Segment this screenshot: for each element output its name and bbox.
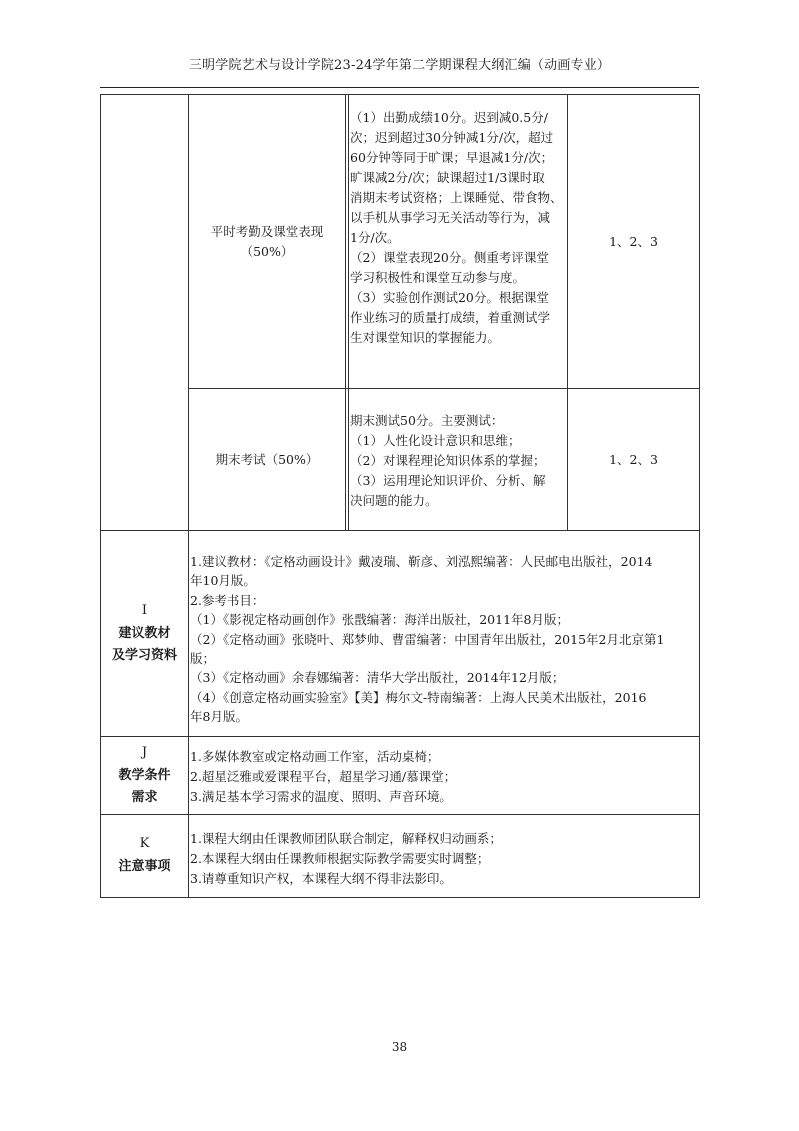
description-line: 消期末考试资格；上课睡觉、带食物、 bbox=[350, 190, 563, 205]
description-line: （1）出勤成绩10分。迟到减0.5分/ bbox=[350, 110, 548, 125]
section-heading-teaching-conditions bbox=[101, 737, 188, 814]
description-line: （2）课堂表现20分。侧重考评课堂 bbox=[350, 250, 549, 265]
description-line: （1）人性化设计意识和思维； bbox=[350, 433, 521, 448]
content-line: （4）《创意定格动画实验室》【美】梅尔文-特南编著：上海人民美术出版社，2016 bbox=[190, 689, 647, 705]
content-line: 1.课程大纲由任课教师团队联合制定，解释权归动画系； bbox=[190, 831, 502, 846]
content-line: 2.本课程大纲由任课教师根据实际教学需要实时调整； bbox=[190, 851, 490, 866]
description-line: 以手机从事学习无关活动等行为，减 bbox=[350, 210, 551, 225]
assessment-item bbox=[189, 389, 345, 530]
description-line: （2）对课程理论知识体系的掌握； bbox=[350, 453, 546, 468]
section-name: 及学习资料 bbox=[111, 647, 177, 663]
assessment-item-line: 期末考试（50%） bbox=[215, 451, 319, 467]
section-name: 建议教材 bbox=[118, 625, 171, 641]
content-line: 版； bbox=[190, 651, 216, 667]
table-border-right bbox=[699, 94, 700, 898]
section-heading-materials bbox=[101, 531, 188, 736]
description-line: 旷课减2分/次；缺课超过1/3课时取 bbox=[350, 170, 545, 185]
description-line: 决问题的能力。 bbox=[350, 493, 438, 508]
column-divider bbox=[345, 94, 346, 531]
description-line: 60分钟等同于旷课；早退减1分/次； bbox=[350, 150, 554, 165]
assessment-description bbox=[349, 108, 567, 348]
description-line: 次；迟到超过30分钟减1分/次，超过 bbox=[350, 130, 554, 145]
assessment-description bbox=[349, 411, 567, 511]
content-line: 3.满足基本学习需求的温度、照明、声音环境。 bbox=[190, 789, 452, 804]
content-line: 1.建议教材：《定格动画设计》戴凌瑞、靳彦、刘泓熙编著：人民邮电出版社，2014 bbox=[190, 554, 653, 569]
content-line: 年8月版。 bbox=[190, 709, 248, 725]
document-header: 三明学院艺术与设计学院23-24学年第二学期课程大纲汇编（动画专业） bbox=[188, 58, 611, 73]
section-letter: I bbox=[141, 602, 148, 618]
row-divider bbox=[100, 530, 700, 531]
assessment-item bbox=[189, 95, 345, 388]
description-line: 期末测试50分。主要测试： bbox=[350, 413, 504, 428]
description-line: 1分/次。 bbox=[350, 230, 400, 245]
section-letter: K bbox=[139, 836, 150, 851]
content-line: 年10月版。 bbox=[190, 573, 256, 589]
description-line: 生对课堂知识的掌握能力。 bbox=[350, 330, 501, 345]
header-rule bbox=[100, 87, 699, 88]
table-border-bottom bbox=[100, 897, 700, 898]
section-heading-notes bbox=[101, 815, 188, 897]
description-line: 作业练习的质量打成绩，着重测试学 bbox=[350, 310, 551, 325]
course-objectives bbox=[568, 95, 699, 388]
content-line: 1.多媒体教室或定格动画工作室，活动桌椅； bbox=[190, 749, 440, 764]
assessment-item-line: 平时考勤及课堂表现 bbox=[210, 223, 324, 239]
section-content-materials bbox=[189, 552, 699, 727]
description-line: 学习积极性和课堂互动参与度。 bbox=[350, 270, 526, 285]
content-line: 3.请尊重知识产权，本课程大纲不得非法影印。 bbox=[190, 871, 452, 886]
section-name: 教学条件 bbox=[118, 767, 171, 783]
section-name: 需求 bbox=[131, 789, 158, 805]
row-divider bbox=[100, 736, 700, 737]
section-letter: J bbox=[141, 744, 148, 760]
row-divider bbox=[100, 814, 700, 815]
section-name: 注意事项 bbox=[118, 859, 171, 874]
section-content-teaching-conditions bbox=[189, 747, 699, 807]
content-line: （1）《影视定格动画创作》张戬编著：海洋出版社，2011年8月版； bbox=[190, 612, 569, 628]
page-number: 38 bbox=[391, 1040, 408, 1054]
content-line: （2）《定格动画》张晓叶、郑梦帅、曹雷编著：中国青年出版社，2015年2月北京第1 bbox=[190, 631, 665, 647]
section-content-notes bbox=[189, 829, 699, 889]
content-line: 2.超星泛雅或爱课程平台，超星学习通/慕课堂； bbox=[190, 769, 457, 784]
objectives-value: 1、2、3 bbox=[609, 233, 658, 249]
content-line: 2.参考书目： bbox=[190, 592, 265, 608]
course-objectives bbox=[568, 389, 699, 530]
description-line: （3）实验创作测试20分。根据课堂 bbox=[350, 290, 549, 305]
objectives-value: 1、2、3 bbox=[609, 451, 658, 467]
content-line: （3）《定格动画》余春娜编著：清华大学出版社，2014年12月版； bbox=[190, 670, 565, 686]
assessment-item-line: （50%） bbox=[240, 243, 294, 259]
description-line: （3）运用理论知识评价、分析、解 bbox=[350, 473, 546, 488]
